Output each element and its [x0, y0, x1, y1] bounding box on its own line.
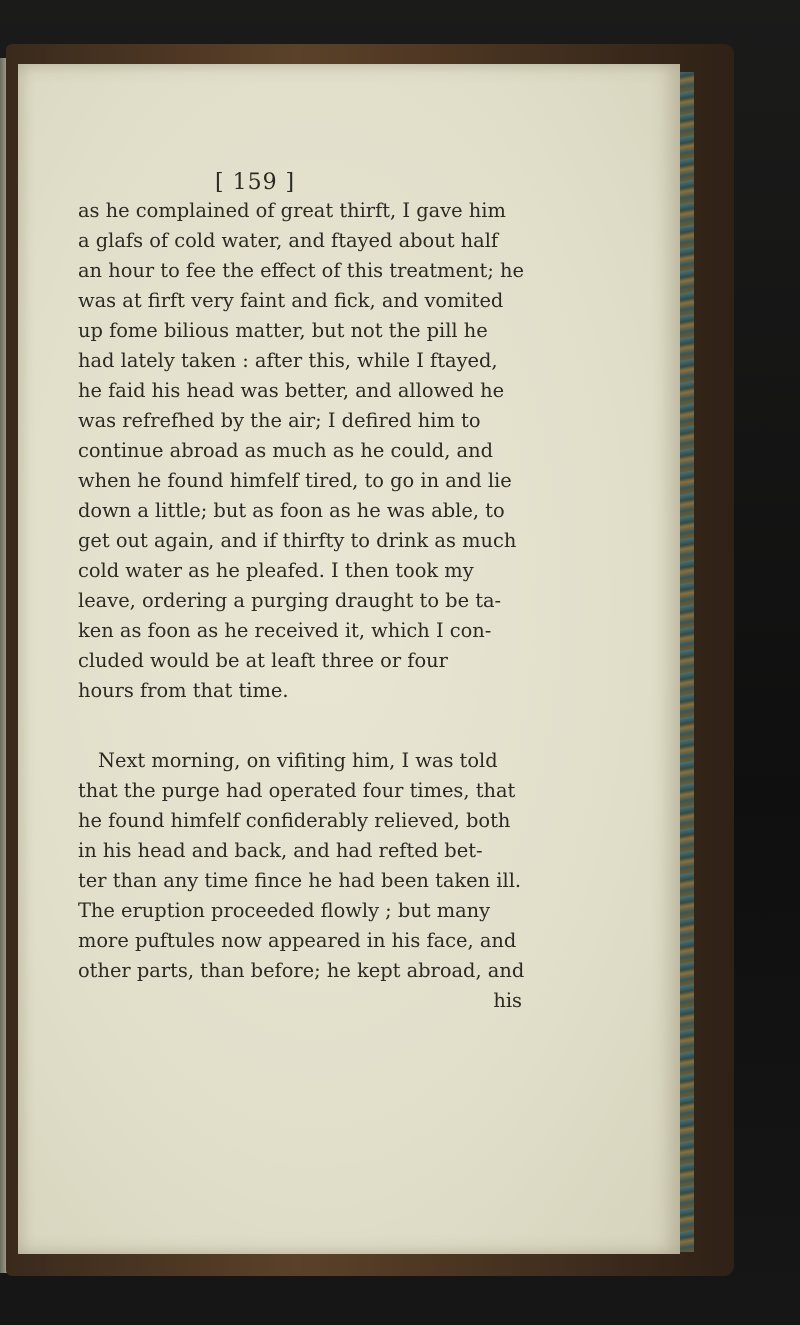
paragraph-2 — [78, 746, 528, 1016]
text-line: was at firft very faint and fick, and vomited — [78, 289, 504, 312]
text-line: continue abroad as much as he could, and — [78, 439, 493, 462]
text-line: in his head and back, and had refted bet- — [78, 839, 483, 862]
text-line: other parts, than before; he kept abroad, and — [78, 959, 525, 982]
text-line: when he found himfelf tired, to go in and lie — [78, 469, 512, 492]
text-line: was refrefhed by the air; I defired him to — [78, 409, 481, 432]
text-line: down a little; but as foon as he was able, to — [78, 499, 505, 522]
text-line: ter than any time fince he had been taken ill. — [78, 869, 522, 892]
text-line: The eruption proceeded flowly ; but many — [78, 899, 491, 922]
text-line: an hour to fee the effect of this treatment; he — [78, 259, 524, 282]
text-line: a glafs of cold water, and ftayed about half — [78, 229, 499, 252]
text-line: ken as foon as he received it, which I con- — [78, 619, 492, 642]
text-line: up fome bilious matter, but not the pill he — [78, 319, 488, 342]
text-line: hours from that time. — [78, 679, 289, 702]
text-line: had lately taken : after this, while I ftayed, — [78, 349, 498, 372]
text-line: he found himfelf confiderably relieved, both — [78, 809, 511, 832]
page-number: [ 159 ] — [215, 170, 296, 195]
text-line: Next morning, on vifiting him, I was told — [98, 749, 498, 772]
text-line: that the purge had operated four times, that — [78, 779, 516, 802]
text-line: more puftules now appeared in his face, and — [78, 929, 517, 952]
text-line: he faid his head was better, and allowed he — [78, 379, 505, 402]
paragraph-1 — [78, 196, 528, 706]
text-line: leave, ordering a purging draught to be ta- — [78, 589, 502, 612]
text-line: get out again, and if thirfty to drink as much — [78, 529, 517, 552]
text-line: as he complained of great thirft, I gave him — [78, 199, 506, 222]
text-line: cluded would be at leaft three or four — [78, 649, 448, 672]
text-line: cold water as he pleafed. I then took my — [78, 559, 474, 582]
catchword: his — [493, 989, 522, 1012]
